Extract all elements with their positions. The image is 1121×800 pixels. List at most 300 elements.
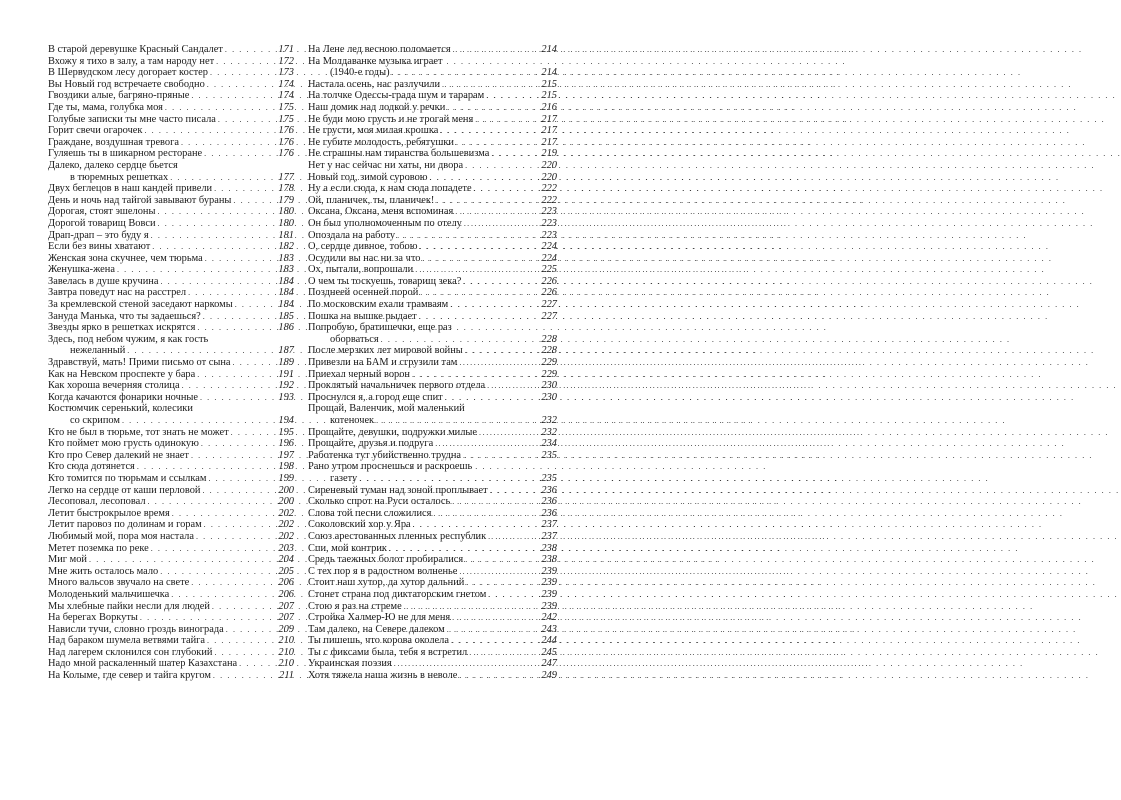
toc-entry [48, 299, 294, 311]
toc-leader-dots [489, 148, 539, 160]
toc-page-number: 205 [278, 565, 294, 577]
toc-page-number: 193 [278, 391, 294, 403]
toc-entry [48, 519, 294, 531]
toc-page-number: 244 [541, 635, 557, 647]
toc-page-number: 182 [278, 241, 294, 253]
toc-page-number: 214 [541, 44, 557, 55]
toc-entry-title: На толчке Одессы-града шум и тарарам [308, 90, 485, 102]
toc-page-number: 206 [278, 588, 294, 600]
toc-page-number: 202 [278, 507, 294, 519]
toc-entry [308, 345, 557, 357]
toc-entry [48, 79, 294, 91]
toc-entry-title: Стою я раз на стреме [308, 600, 402, 612]
toc-page-number: 220 [541, 171, 557, 183]
toc-entry-title: Гвоздики алые, багряно-пряные [48, 90, 190, 102]
toc-page-number: 235 [541, 449, 557, 461]
toc-entry-title: Не губите молодость, ребятушки [308, 136, 454, 148]
toc-page-number: 220 [541, 159, 557, 171]
toc-page-number: 217 [541, 125, 557, 137]
toc-leader-dots [473, 114, 539, 126]
toc-leader-dots [472, 183, 539, 195]
toc-entry-title: нежеланный [70, 345, 126, 357]
toc-leader-dots [211, 670, 276, 682]
toc-entry [308, 125, 557, 137]
toc-entry [308, 635, 557, 647]
toc-page-number: 236 [541, 507, 557, 519]
toc-entry-title: После мерзких лет мировой войны [308, 345, 463, 357]
toc-entry [308, 461, 557, 473]
toc-entry [308, 554, 557, 566]
toc-entry [48, 264, 294, 276]
toc-entry [308, 543, 557, 555]
toc-entry [308, 160, 557, 172]
toc-entry-title: Зануда Манька, что ты задаешься? [48, 310, 201, 322]
toc-page-number: 202 [278, 519, 294, 531]
toc-leader-dots [392, 658, 539, 670]
toc-entry-title: Двух беглецов в наш кандей привели [48, 183, 213, 195]
toc-entry [308, 241, 557, 253]
toc-entry-title: Ох, пытали, вопрошали [308, 264, 414, 276]
toc-leader-dots [194, 531, 276, 543]
toc-page-number: 226 [541, 287, 557, 299]
toc-entry-title: котеночек [330, 415, 375, 426]
toc-entry-title: Над бараком шумела ветвями тайга [48, 635, 206, 647]
toc-leader-dots [485, 380, 539, 392]
toc-entry-title: Проклятый начальничек первого отдела [308, 380, 486, 392]
toc-page-number: 174 [278, 90, 294, 102]
toc-entry-title: Ой, планичек, ты, планичек! [308, 194, 435, 206]
toc-entry-title: Украинская поэзия [308, 658, 392, 670]
toc-entry [48, 624, 294, 636]
toc-leader-dots [146, 496, 276, 508]
toc-entry [48, 601, 294, 613]
toc-entry-title: В старой деревушке Красный Сандалет [48, 44, 223, 55]
toc-page-number: 196 [278, 438, 294, 450]
toc-leader-dots [464, 577, 539, 589]
toc-leader-dots [223, 44, 276, 56]
toc-leader-dots [189, 577, 276, 589]
toc-page-number: 230 [541, 380, 557, 392]
toc-page-number: 175 [278, 101, 294, 113]
toc-entry-title: Новый год, зимой суровою [308, 171, 428, 183]
toc-page-number: 219 [541, 148, 557, 160]
toc-page-number: 180 [278, 206, 294, 218]
toc-entry [308, 287, 557, 299]
toc-entry [48, 473, 294, 485]
toc-entry [48, 322, 294, 334]
toc-entry-title: Пошка на вышке рыдает [308, 310, 417, 322]
toc-entry-title: Здесь, под небом чужим, я как гость [48, 333, 209, 345]
toc-entry-title: Любимый мой, пора моя настала [48, 530, 194, 542]
toc-entry [308, 79, 557, 91]
toc-entry-title: Стоит наш хутор, да хутор дальний [308, 577, 465, 589]
toc-entry-title: О чем ты тоскуешь, товарищ зека? [308, 275, 462, 287]
toc-page-number: 226 [541, 275, 557, 287]
toc-entry-title: Над лагерем склонился сон глубокий [48, 646, 213, 658]
toc-leader-dots [467, 647, 539, 659]
toc-column-left [48, 44, 294, 682]
toc-page-number: 237 [541, 519, 557, 531]
toc-entry-title: газету [330, 472, 358, 484]
toc-leader-dots [445, 102, 539, 114]
toc-entry [48, 114, 294, 126]
toc-entry-title: Костюмчик серенький, колесики [48, 403, 193, 415]
toc-page-number: 224 [541, 252, 557, 264]
toc-entry-title: Настала осень, нас разлучили [308, 78, 440, 90]
toc-entry-title: Как на Невском проспекте у бара [48, 368, 196, 380]
toc-entry-title: Не грусти, моя милая крошка [308, 125, 439, 137]
toc-page-number: 186 [278, 322, 294, 334]
toc-leader-dots [216, 114, 276, 126]
toc-page-number: 228 [541, 345, 557, 357]
toc-entry [308, 496, 557, 508]
toc-entry-title: Слова той песни сложилися [308, 507, 432, 519]
toc-page-number: 176 [278, 136, 294, 148]
toc-entry [308, 658, 557, 670]
toc-entry-title: Если без вины хватают [48, 241, 151, 253]
toc-entry [308, 183, 557, 195]
toc-entry-title: Попробую, братишечки, еще раз [308, 322, 452, 334]
toc-entry-title: Опоздала на работу [308, 229, 396, 241]
toc-entry [48, 635, 294, 647]
toc-entry-title: За кремлевской стеной заседают наркомы [48, 299, 233, 311]
toc-entry [308, 67, 557, 79]
toc-entry-title: Вы Новый год встречаете свободно [48, 78, 205, 90]
toc-page-number: 207 [278, 612, 294, 624]
toc-leader-dots [199, 438, 276, 450]
toc-entry-title: Граждане, воздушная тревога [48, 136, 179, 148]
toc-leader-dots [433, 438, 539, 450]
toc-entry-title: Драп-драп – это буду я [48, 229, 149, 241]
toc-leader-dots [202, 519, 276, 531]
toc-leader-dots [463, 345, 539, 357]
toc-entry [308, 612, 557, 624]
toc-entry [48, 183, 294, 195]
toc-leader-dots [457, 670, 539, 682]
toc-page-number: 179 [278, 194, 294, 206]
toc-page-number: 222 [541, 183, 557, 195]
toc-entry-title: В Шервудском лесу догорает костер [48, 67, 208, 79]
toc-page-number: 210 [278, 635, 294, 647]
toc-leader-dots [206, 473, 276, 485]
toc-page-number: 249 [541, 670, 557, 682]
toc-entry [48, 369, 294, 381]
toc-entry-title: Вхожу я тихо в залу, а там народу нет [48, 55, 215, 67]
toc-leader-dots [198, 392, 276, 404]
toc-page-number: 189 [278, 357, 294, 369]
toc-entry [308, 519, 557, 531]
toc-leader-dots [486, 531, 539, 543]
toc-page-number: 184 [278, 287, 294, 299]
toc-leader-dots [484, 90, 539, 102]
toc-leader-dots [163, 102, 276, 114]
toc-page-number: 195 [278, 426, 294, 438]
toc-entry [308, 403, 557, 415]
toc-page-number: 177 [278, 171, 294, 183]
toc-entry [308, 206, 557, 218]
toc-entry [308, 427, 557, 439]
toc-leader-dots [155, 206, 276, 218]
toc-leader-dots [212, 647, 276, 659]
toc-entry [48, 67, 294, 79]
toc-entry-title: Сколько спрот на Руси осталось [308, 496, 451, 508]
toc-entry-title: День и ночь над тайгой завывают бураны [48, 194, 232, 206]
toc-page-number: 199 [278, 472, 294, 484]
toc-entry-title: Ну а если сюда, к нам сюда попадете [308, 183, 472, 195]
toc-page-number: 238 [541, 542, 557, 554]
toc-page-number: 198 [278, 461, 294, 473]
toc-entry [48, 380, 294, 392]
toc-entry [308, 508, 557, 520]
toc-entry [48, 670, 294, 682]
toc-entry [308, 369, 557, 381]
toc-entry-title: По московским ехали трамваям [308, 299, 449, 311]
toc-entry [48, 334, 294, 346]
toc-entry-title: Мне жить осталось мало [48, 565, 159, 577]
toc-leader-dots [448, 299, 539, 311]
toc-entry [308, 647, 557, 659]
toc-entry [48, 160, 294, 172]
toc-entry [48, 253, 294, 265]
toc-entry [308, 264, 557, 276]
toc-entry-title: Проснулся я, а город еще спит [308, 391, 443, 403]
toc-page-number: 215 [541, 78, 557, 90]
toc-entry [48, 102, 294, 114]
toc-page-number: 229 [541, 368, 557, 380]
toc-leader-dots [180, 380, 276, 392]
toc-page-number: 194 [278, 415, 294, 426]
toc-page-number: 192 [278, 380, 294, 392]
toc-page-number: 214 [541, 67, 557, 79]
toc-entry [308, 137, 557, 149]
toc-entry-title: Где ты, мама, голубка моя [48, 101, 163, 113]
toc-leader-dots [203, 253, 276, 265]
toc-entry [308, 589, 557, 601]
toc-entry [48, 589, 294, 601]
toc-entry-title: Далеко, далеко сердце бьется [48, 159, 178, 171]
toc-page-number: 171 [278, 44, 294, 55]
toc-entry [48, 276, 294, 288]
toc-page-number: 210 [278, 646, 294, 658]
toc-entry [48, 577, 294, 589]
toc-page-number: 187 [278, 345, 294, 357]
toc-leader-dots [142, 125, 276, 137]
toc-page-number: 180 [278, 217, 294, 229]
toc-page-number: 200 [278, 496, 294, 508]
toc-entry-title: Наш домик над лодкой у речки [308, 101, 446, 113]
toc-leader-dots [438, 125, 539, 137]
toc-leader-dots [417, 311, 539, 323]
toc-leader-dots [411, 519, 539, 531]
toc-leader-dots [374, 415, 539, 427]
toc-entry [308, 531, 557, 543]
toc-entry [308, 438, 557, 450]
toc-page-number: 216 [541, 101, 557, 113]
toc-page-number: 229 [541, 357, 557, 369]
toc-entry-title: Дорогая, стоят эшелоны [48, 206, 156, 218]
toc-page-number: 236 [541, 484, 557, 496]
toc-entry-title: Привезли на БАМ и сгрузили там [308, 357, 458, 369]
toc-leader-dots [149, 543, 276, 555]
toc-entry [308, 172, 557, 184]
toc-leader-dots [443, 392, 539, 404]
toc-entry [308, 299, 557, 311]
toc-entry [48, 230, 294, 242]
toc-leader-dots [457, 566, 539, 578]
toc-entry-title: Нависли тучи, словно гроздь винограда [48, 623, 224, 635]
toc-entry-title: Когда качаются фонарики ночные [48, 391, 198, 403]
toc-entry-title: Мы хлебные пайки несли для людей [48, 600, 210, 612]
toc-entry [48, 438, 294, 450]
toc-entry [308, 114, 557, 126]
toc-entry [308, 44, 557, 56]
toc-leader-dots [463, 554, 539, 566]
toc-entry-title: Легко на сердце от каши перловой [48, 484, 201, 496]
toc-page-number: 184 [278, 299, 294, 311]
toc-entry-title: Не буди мою грусть и не трогай меня [308, 113, 474, 125]
toc-entry-title: (1940-е годы) [330, 67, 390, 79]
toc-leader-dots [138, 612, 276, 624]
toc-entry [48, 658, 294, 670]
toc-page-number: 235 [541, 472, 557, 484]
toc-leader-dots [461, 450, 539, 462]
toc-page-number: 185 [278, 310, 294, 322]
toc-leader-dots [462, 218, 539, 230]
toc-entry [308, 415, 557, 427]
toc-entry-title: Соколовский хор у Яра [308, 519, 411, 531]
toc-page-number: 247 [541, 658, 557, 670]
toc-page-number: 191 [278, 368, 294, 380]
toc-entry [308, 90, 557, 102]
toc-page-number: 209 [278, 623, 294, 635]
toc-page-number: 239 [541, 577, 557, 589]
toc-page-number: 217 [541, 136, 557, 148]
toc-leader-dots [434, 195, 539, 207]
toc-entry-title: Работенка тут убийственно трудна [308, 449, 462, 461]
toc-page-number: 172 [278, 55, 294, 67]
toc-entry [308, 601, 557, 613]
toc-entry [308, 195, 557, 207]
toc-page-number: 242 [541, 612, 557, 624]
toc-entry-title: Кто не был в тюрьме, тот знать не может [48, 426, 229, 438]
toc-entry-title: Спи, мой контрик [308, 542, 387, 554]
toc-leader-dots [202, 148, 276, 160]
toc-leader-dots [486, 589, 539, 601]
toc-leader-dots [417, 241, 539, 253]
toc-page-number: 210 [278, 658, 294, 670]
toc-entry-title: Женская зона скучнее, чем тюрьма [48, 252, 203, 264]
toc-entry-title: Летит паровоз по долинам и горам [48, 519, 202, 531]
toc-entry-title: Миг мой [48, 554, 87, 566]
toc-entry-title: Много вальсов звучало на свете [48, 577, 190, 589]
toc-entry [308, 311, 557, 323]
toc-entry [48, 137, 294, 149]
toc-entry-title: Стройка Халмер-Ю не для меня [308, 612, 451, 624]
toc-leader-dots [168, 172, 276, 184]
toc-leader-dots [189, 90, 276, 102]
toc-leader-dots [387, 543, 539, 555]
toc-leader-dots [420, 253, 539, 265]
toc-page-number: 176 [278, 125, 294, 137]
toc-column-right [308, 44, 557, 682]
toc-page-number: 211 [279, 670, 294, 682]
toc-entry [48, 508, 294, 520]
toc-entry [48, 172, 294, 184]
toc-page-number: 239 [541, 588, 557, 600]
toc-leader-dots [120, 415, 276, 427]
toc-entry [48, 647, 294, 659]
toc-entry [308, 276, 557, 288]
toc-leader-dots [461, 276, 539, 288]
toc-page-number: 200 [278, 484, 294, 496]
toc-page-number: 181 [278, 229, 294, 241]
toc-leader-dots [379, 334, 539, 346]
toc-entry-title: Союз арестованных пленных республик [308, 530, 487, 542]
toc-leader-dots [87, 554, 276, 566]
toc-page-number: 183 [278, 252, 294, 264]
toc-page-number: 184 [278, 275, 294, 287]
toc-entry [48, 206, 294, 218]
toc-entry [48, 415, 294, 427]
toc-entry [48, 218, 294, 230]
toc-leader-dots [233, 299, 276, 311]
toc-leader-dots [195, 322, 276, 334]
toc-page-number: 178 [278, 183, 294, 195]
toc-leader-dots [450, 612, 539, 624]
toc-entry-title: Осудили вы нас ни за что [308, 252, 421, 264]
toc-entry-title: Гуляешь ты в шикарном ресторане [48, 148, 203, 160]
toc-entry [308, 102, 557, 114]
toc-entry-title: О, сердце дивное, тобою [308, 241, 418, 253]
toc-page-number: 237 [541, 530, 557, 542]
toc-entry-title: Как хороша вечерняя столица [48, 380, 180, 392]
toc-leader-dots [463, 160, 539, 172]
toc-page-number: 215 [541, 90, 557, 102]
toc-leader-dots [445, 624, 539, 636]
toc-entry [48, 125, 294, 137]
toc-entry-title: Летит быстрокрылое время [48, 507, 170, 519]
toc-leader-dots [201, 311, 276, 323]
toc-leader-dots [449, 635, 539, 647]
toc-leader-dots [410, 369, 539, 381]
toc-entry-title: Кто поймет мою грусть одинокую [48, 438, 199, 450]
toc-entry [48, 427, 294, 439]
toc-entry [48, 403, 294, 415]
toc-page-number: 230 [541, 391, 557, 403]
toc-entry-title: оборваться [330, 333, 379, 345]
toc-entry-title: Надо мной раскаленный шатер Казахстана [48, 658, 238, 670]
toc-entry-title: Завтра поведут нас на расстрел [48, 287, 187, 299]
toc-leader-dots [208, 67, 276, 79]
toc-entry [308, 450, 557, 462]
toc-entry-title: Дорогой товарищ Вовси [48, 217, 156, 229]
toc-entry [308, 577, 557, 589]
toc-leader-dots [450, 496, 539, 508]
toc-entry-title: С тех пор я в радостном волненье [308, 565, 458, 577]
toc-entry-title: Звезды яркo в решетках искрятся [48, 322, 196, 334]
toc-entry [48, 90, 294, 102]
toc-entry-title: На берегах Воркуты [48, 612, 138, 624]
toc-entry [308, 566, 557, 578]
toc-page-number: 176 [278, 148, 294, 160]
toc-entry-title: Метет поземка по реке [48, 542, 149, 554]
toc-leader-dots [357, 473, 539, 485]
toc-page-number: 223 [541, 229, 557, 241]
toc-page-number: 222 [541, 194, 557, 206]
toc-page-number: 228 [541, 333, 557, 345]
toc-page-number: 204 [278, 554, 294, 566]
toc-leader-dots [170, 508, 276, 520]
